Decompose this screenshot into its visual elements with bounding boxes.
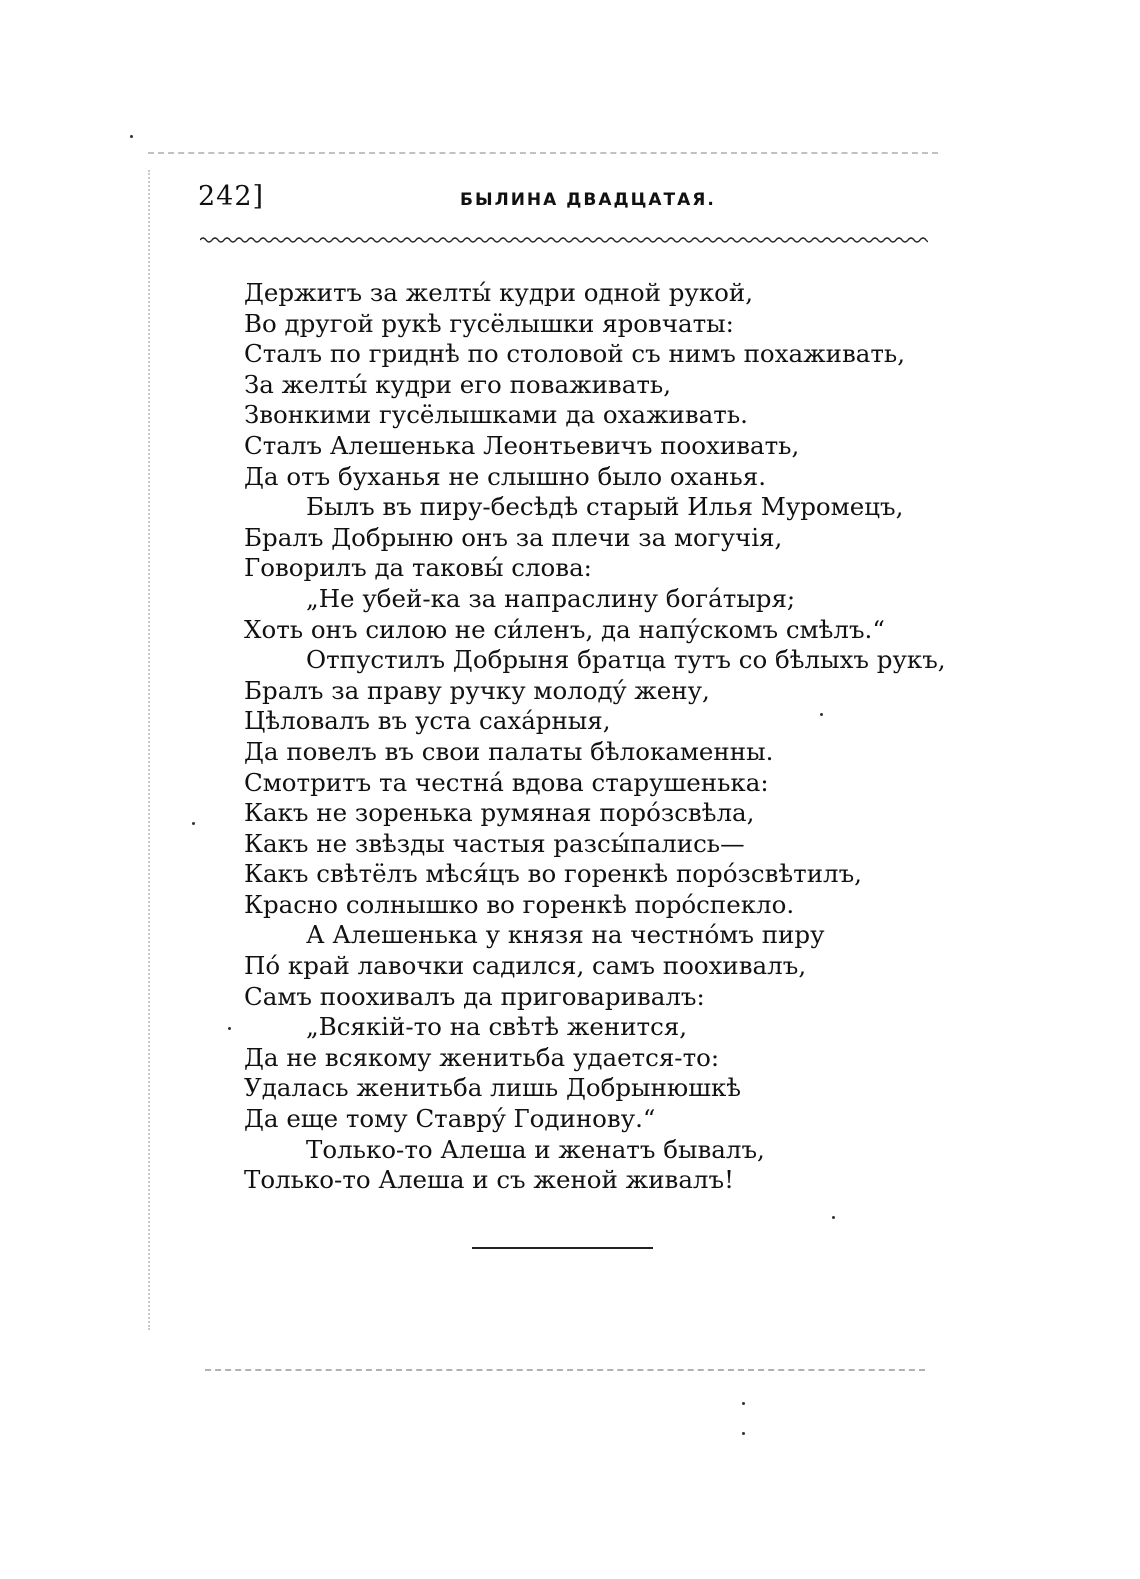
poem-line: А Алешенька у князя на честнóмъ пиру: [306, 920, 825, 950]
ink-speck: [742, 1402, 745, 1405]
poem-line: Да еще тому Ставрý Годинову.“: [244, 1104, 656, 1134]
poem-line: Хоть онъ силою не си́ленъ, да напýскомъ смѣлъ.“: [244, 614, 885, 644]
poem-line: Бралъ за праву ручку молодý жену,: [244, 675, 710, 705]
poem-line: Бралъ Добрыню онъ за плечи за могучія,: [244, 522, 783, 552]
poem-line: За желты́ кудри его поваживать,: [244, 369, 672, 399]
wavy-ornament-rule: [200, 233, 928, 247]
poem-line: Звонкими гусёлышками да охаживать.: [244, 400, 748, 430]
poem-line: Удалась женитьба лишь Добрынюшкѣ: [244, 1073, 742, 1103]
poem-line: Да не всякому женитьба удается-то:: [244, 1042, 720, 1072]
poem-line: Какъ не звѣзды частыя разсы́пались—: [244, 828, 745, 858]
poem-text: [244, 278, 946, 1196]
poem-line: Во другой рукѣ гусёлышки яровчаты:: [244, 308, 734, 338]
poem-line: Да повелъ въ свои палаты бѣлокаменны.: [244, 736, 774, 766]
poem-line: Пó край лавочки садился, самъ поохивалъ,: [244, 951, 807, 981]
poem-line: Сталъ Алешенька Леонтьевичъ поохивать,: [244, 430, 800, 460]
poem-line: Цѣловалъ въ уста сахáрныя,: [244, 706, 611, 736]
poem-line: Держитъ за желты́ кудри одной рукой,: [244, 278, 754, 307]
poem-line: Сталъ по гриднѣ по столовой съ нимъ похаживать,: [244, 339, 906, 369]
poem-line: Красно солнышко во горенкѣ порóспекло.: [244, 889, 795, 919]
poem-line: Смотритъ та честнá вдова старушенька:: [244, 767, 769, 797]
ink-speck: [228, 1027, 231, 1030]
poem-line: „Не убей-ка за напраслину богáтыря;: [306, 583, 796, 613]
poem-line: Былъ въ пиру-бесѣдѣ старый Илья Муромецъ,: [306, 492, 904, 522]
poem-line: Говорилъ да таковы́ слова:: [244, 553, 592, 583]
end-rule: [472, 1247, 653, 1249]
scan-margin-bottom: [205, 1369, 925, 1374]
poem-line: „Всякій-то на свѣтѣ женится,: [306, 1012, 688, 1042]
scan-margin-left: [148, 170, 152, 1330]
poem-line: Отпустилъ Добрыня братца тутъ со бѣлыхъ рукъ,: [306, 645, 946, 675]
poem-line: Только-то Алеша и съ женой живалъ!: [244, 1165, 734, 1195]
ink-speck: [742, 1432, 745, 1435]
poem-line: Какъ свѣтёлъ мѣся́цъ во горенкѣ порóзсвѣтилъ,: [244, 859, 862, 889]
running-head: БЫЛИНА ДВАДЦАТАЯ.: [460, 190, 716, 210]
wavy-line: [200, 238, 928, 242]
poem-line: Только-то Алеша и женатъ бывалъ,: [306, 1134, 765, 1164]
scan-margin-top: [148, 152, 938, 158]
page-number: 242]: [198, 181, 265, 212]
ink-speck: [832, 1216, 835, 1219]
ink-speck: [130, 135, 133, 138]
poem-line: Какъ не зоренька румяная порóзсвѣла,: [244, 798, 755, 828]
ink-speck: [192, 822, 195, 825]
poem-line: Да отъ буханья не слышно было оханья.: [244, 461, 766, 491]
poem-line: Самъ поохивалъ да приговаривалъ:: [244, 981, 705, 1011]
ink-speck: [820, 713, 823, 716]
